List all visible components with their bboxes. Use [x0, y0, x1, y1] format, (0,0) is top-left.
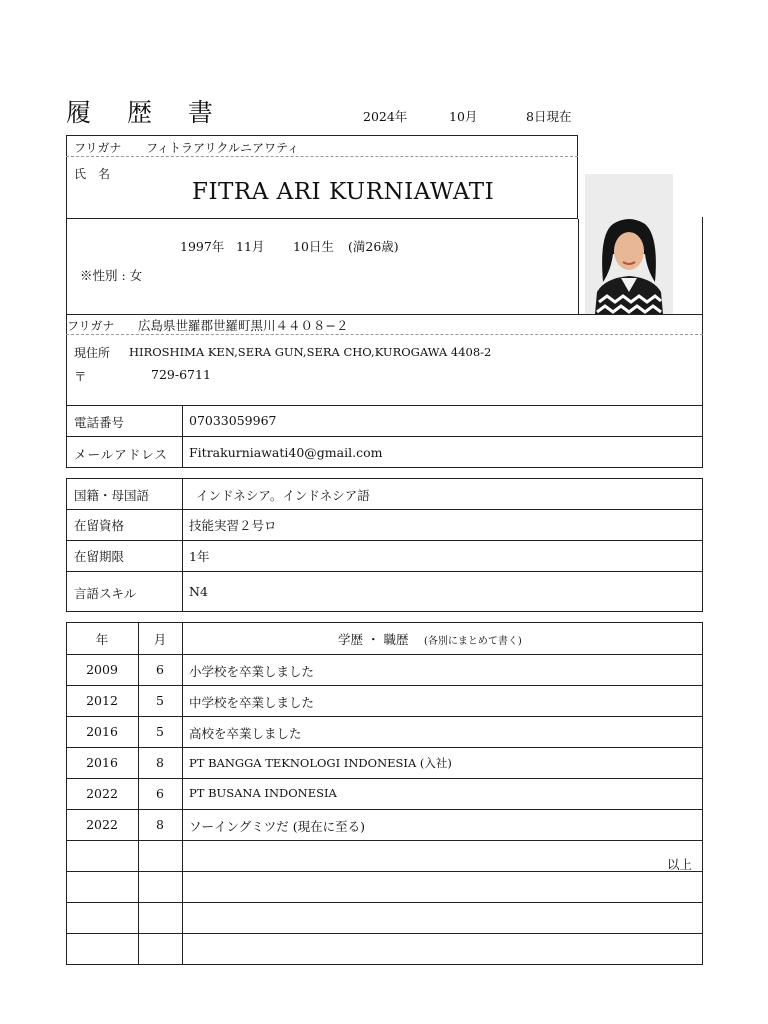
history-row-month: 5 [156, 724, 164, 739]
history-row-divider [66, 716, 703, 717]
status-divider-2 [66, 540, 703, 541]
history-row-divider [66, 902, 703, 903]
status-col-divider [182, 478, 183, 612]
history-row-text: PT BUSANA INDONESIA [189, 786, 337, 800]
nationality-label: 国籍・母国語 [74, 488, 150, 503]
status-divider-3 [66, 571, 703, 572]
language-skill-label: 言語スキル [74, 586, 137, 601]
history-row-text: ソーイングミツだ (現在に至る) [189, 819, 365, 834]
history-row-year: 2022 [86, 817, 118, 832]
phone-value: 07033059967 [189, 413, 277, 428]
history-row-month: 6 [156, 786, 164, 801]
birth-year: 1997年 [180, 239, 225, 254]
history-row-year: 2022 [86, 786, 118, 801]
history-row-month: 8 [156, 817, 164, 832]
birth-left-border [66, 219, 67, 314]
history-row-month: 6 [156, 662, 164, 677]
history-row-month: 5 [156, 693, 164, 708]
status-divider-1 [66, 509, 703, 510]
furigana-value: フィトラアリクルニアワティ [146, 141, 300, 155]
residence-status-value: 技能実習２号ロ [189, 518, 277, 533]
history-row-text: 小学校を卒業しました [189, 664, 315, 679]
residence-status-label: 在留資格 [74, 518, 125, 533]
history-row-divider [66, 747, 703, 748]
nationality-value: インドネシア。インドネシア語 [196, 488, 370, 503]
history-row-divider [66, 871, 703, 872]
phone-label: 電話番号 [74, 415, 125, 430]
date-day: 8日現在 [526, 109, 572, 124]
address-value: HIROSHIMA KEN,SERA GUN,SERA CHO,KUROGAWA 4408-2 [129, 345, 492, 359]
birth-month: 11月 [236, 239, 265, 254]
history-col-note: (各別にまとめて書く) [424, 636, 522, 647]
history-row-divider [66, 840, 703, 841]
language-skill-value: N4 [189, 584, 208, 599]
history-row-text: PT BANGGA TEKNOLOGI INDONESIA (入社) [189, 756, 452, 770]
email-label: メールアドレス [74, 447, 168, 462]
gender: ※性別 : 女 [80, 268, 143, 283]
history-row-divider [66, 809, 703, 810]
address-label: 現住所 [74, 346, 111, 360]
residence-period-value: 1年 [189, 549, 210, 564]
furigana-divider [66, 156, 578, 157]
portrait-icon [585, 174, 673, 314]
applicant-portrait-photo [585, 174, 673, 314]
birth-day: 10日生 [293, 239, 334, 254]
history-header-divider [66, 654, 703, 655]
furigana-label: フリガナ [74, 141, 122, 155]
history-col-month: 月 [153, 632, 167, 647]
address-furigana-value: 広島県世羅郡世羅町黒川４４０８−２ [138, 318, 349, 333]
address-furigana-divider [66, 334, 703, 335]
contact-row-divider [66, 436, 703, 437]
postal-code: 729-6711 [151, 367, 211, 382]
applicant-name: FITRA ARI KURNIAWATI [192, 179, 495, 205]
history-row-month: 8 [156, 755, 164, 770]
address-furigana-label: フリガナ [67, 319, 115, 333]
age: (満26歳) [348, 239, 399, 254]
history-row-divider [66, 778, 703, 779]
date-month: 10月 [449, 109, 478, 124]
history-col-divider-2 [182, 622, 183, 965]
history-row-year: 2009 [86, 662, 118, 677]
history-row-divider [66, 933, 703, 934]
email-value: Fitrakurniawati40@gmail.com [189, 445, 383, 460]
residence-period-label: 在留期限 [74, 549, 125, 564]
name-label: 氏 名 [74, 167, 111, 181]
date-year: 2024年 [363, 109, 408, 124]
history-row-divider [66, 685, 703, 686]
name-box [66, 135, 578, 219]
postal-mark: 〒 [74, 369, 87, 384]
history-row-text: 高校を卒業しました [189, 726, 302, 741]
history-row-year: 2016 [86, 755, 118, 770]
contact-col-divider [182, 405, 183, 468]
status-table [66, 478, 703, 612]
history-row-text: 中学校を卒業しました [189, 695, 315, 710]
history-col-year: 年 [95, 632, 109, 647]
history-row-year: 2012 [86, 693, 118, 708]
history-col-main: 学歴 ・ 職歴 [338, 632, 409, 647]
history-end-mark: 以上 [667, 857, 693, 872]
birth-right-border [578, 219, 579, 314]
document-title: 履 歴 書 [66, 98, 227, 127]
history-row-year: 2016 [86, 724, 118, 739]
photo-right-border [702, 217, 703, 314]
